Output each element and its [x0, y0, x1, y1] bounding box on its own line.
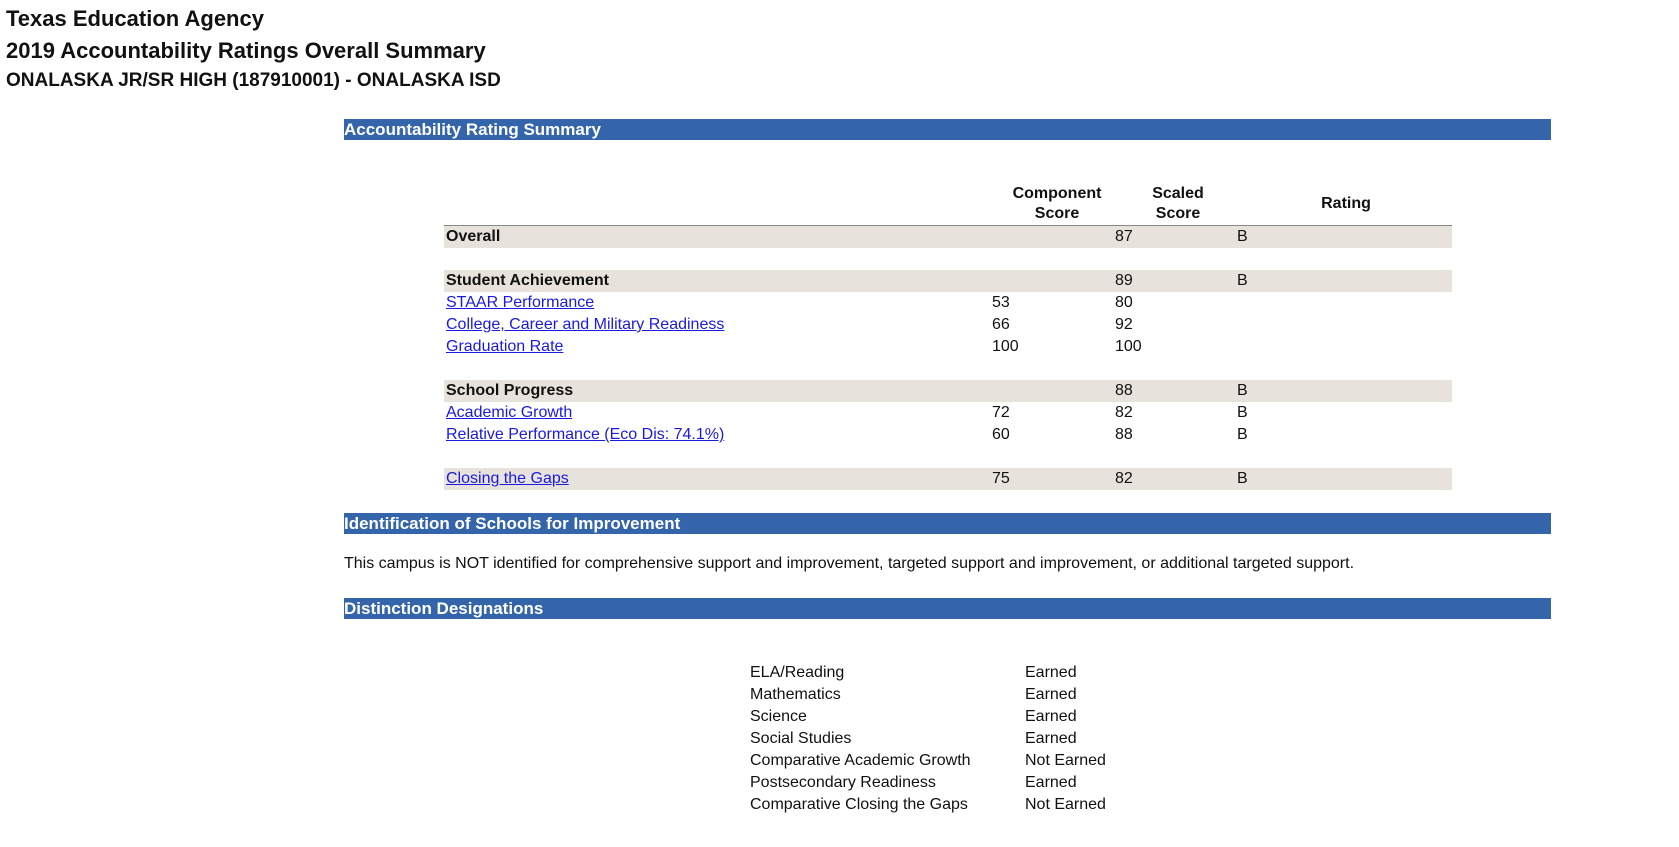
rating: B — [1237, 404, 1248, 421]
distinction-label: ELA/Reading — [750, 664, 845, 681]
column-header-scaled-score: Scaled Score — [1152, 185, 1204, 222]
distinction-row-mathematics — [750, 684, 1150, 706]
table-row-academic-growth — [444, 402, 1452, 424]
scaled-score: 89 — [1115, 272, 1133, 289]
scaled-score: 82 — [1115, 470, 1133, 487]
section-header-distinctions: Distinction Designations — [344, 598, 1551, 619]
report-title: 2019 Accountability Ratings Overall Summary — [6, 38, 486, 63]
rating: B — [1237, 382, 1248, 399]
row-label: School Progress — [446, 382, 574, 399]
scaled-score: 80 — [1115, 294, 1133, 311]
scaled-score: 87 — [1115, 228, 1133, 245]
component-score: 75 — [992, 470, 1010, 487]
distinction-row-science — [750, 706, 1150, 728]
component-score: 72 — [992, 404, 1010, 421]
table-row-ccmr — [444, 314, 1452, 336]
distinction-label: Comparative Closing the Gaps — [750, 796, 968, 813]
rating: B — [1237, 272, 1248, 289]
row-label: Student Achievement — [446, 272, 609, 289]
scaled-score: 88 — [1115, 382, 1133, 399]
row-label: Overall — [446, 228, 501, 245]
rating: B — [1237, 426, 1248, 443]
column-header-rating: Rating — [1321, 195, 1371, 212]
agency-name: Texas Education Agency — [6, 6, 264, 31]
distinction-row-postsecondary-readiness — [750, 772, 1150, 794]
table-row-school-progress — [444, 380, 1452, 402]
identification-statement: This campus is NOT identified for comprehensive support and improvement, targeted support and improvement, or additional targeted support. — [344, 555, 1355, 572]
section-header-identification: Identification of Schools for Improvement — [344, 513, 1551, 534]
section-header-rating-summary: Accountability Rating Summary — [344, 119, 1551, 140]
academic-growth-link[interactable]: Academic Growth — [446, 404, 573, 421]
component-score: 60 — [992, 426, 1010, 443]
distinction-status: Earned — [1025, 664, 1077, 681]
table-row-closing-the-gaps — [444, 468, 1452, 490]
campus-name: ONALASKA JR/SR HIGH (187910001) - ONALASKA ISD — [6, 70, 501, 91]
distinction-status: Earned — [1025, 686, 1077, 703]
distinction-status: Not Earned — [1025, 752, 1106, 769]
table-row-graduation-rate — [444, 336, 1452, 358]
distinction-row-comparative-academic-growth — [750, 750, 1150, 772]
scaled-score: 92 — [1115, 316, 1133, 333]
rating: B — [1237, 228, 1248, 245]
scaled-score: 88 — [1115, 426, 1133, 443]
scaled-score: 100 — [1115, 338, 1142, 355]
table-row-staar-performance — [444, 292, 1452, 314]
distinction-label: Comparative Academic Growth — [750, 752, 971, 769]
component-score: 100 — [992, 338, 1019, 355]
distinction-status: Earned — [1025, 774, 1077, 791]
distinction-label: Science — [750, 708, 807, 725]
component-score: 66 — [992, 316, 1010, 333]
relative-performance-link[interactable]: Relative Performance (Eco Dis: 74.1%) — [446, 426, 725, 443]
graduation-rate-link[interactable]: Graduation Rate — [446, 338, 564, 355]
table-row-student-achievement — [444, 270, 1452, 292]
component-score: 53 — [992, 294, 1010, 311]
closing-the-gaps-link[interactable]: Closing the Gaps — [446, 470, 569, 487]
ccmr-link[interactable]: College, Career and Military Readiness — [446, 316, 725, 333]
distinction-row-ela-reading — [750, 662, 1150, 684]
distinction-status: Earned — [1025, 708, 1077, 725]
scaled-score: 82 — [1115, 404, 1133, 421]
column-header-component-score: Component Score — [1012, 185, 1102, 222]
distinction-label: Postsecondary Readiness — [750, 774, 936, 791]
table-row-relative-performance — [444, 424, 1452, 446]
distinction-label: Mathematics — [750, 686, 841, 703]
table-row-overall — [444, 226, 1452, 248]
staar-performance-link[interactable]: STAAR Performance — [446, 294, 595, 311]
distinction-status: Earned — [1025, 730, 1077, 747]
rating: B — [1237, 470, 1248, 487]
distinction-row-social-studies — [750, 728, 1150, 750]
distinction-label: Social Studies — [750, 730, 852, 747]
distinction-row-comparative-closing-the-gaps — [750, 794, 1150, 816]
distinction-status: Not Earned — [1025, 796, 1106, 813]
